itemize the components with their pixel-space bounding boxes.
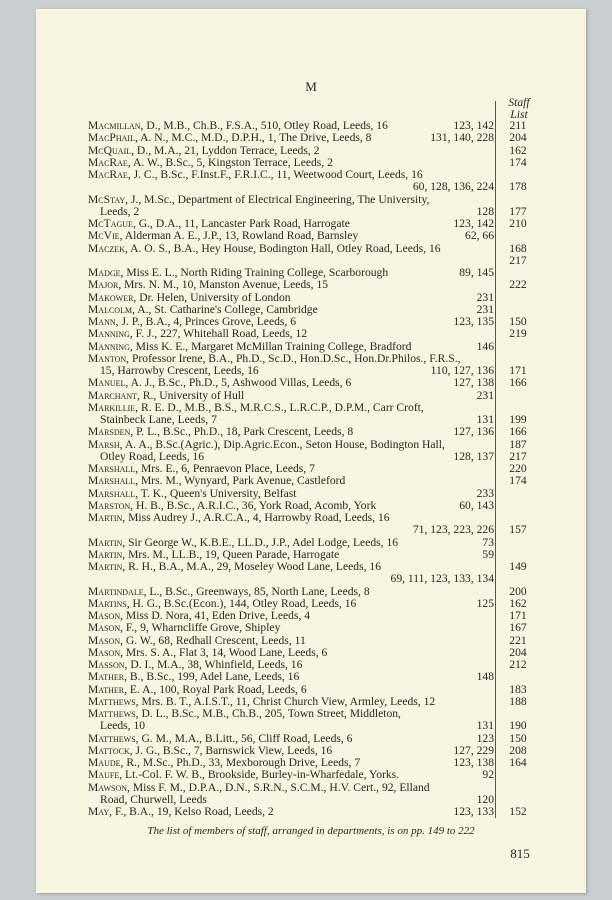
entry-page-refs: 131, 140, 228 bbox=[430, 131, 494, 145]
entry-details: , G., D.A., 11, Lancaster Park Road, Harrogate bbox=[132, 217, 350, 230]
entry-details: Otley Road, Leeds, 16 bbox=[100, 449, 204, 463]
entry-page-refs: 62, 66 bbox=[465, 229, 494, 243]
entry-page-refs: 92 bbox=[482, 768, 494, 782]
entry-page-refs: 231 bbox=[476, 302, 494, 316]
entry-text bbox=[88, 120, 388, 132]
entry-text bbox=[88, 439, 445, 451]
entry-staff-list-page: 217 bbox=[509, 449, 527, 463]
index-entry bbox=[36, 279, 586, 291]
entry-details: , Alderman A. E., J.P., 13, Rowland Road, Barnsley bbox=[119, 229, 359, 243]
entry-surname: Martin bbox=[88, 560, 123, 573]
entry-staff-list-page: 150 bbox=[509, 315, 527, 328]
entry-surname: Matthews bbox=[88, 694, 136, 708]
entry-page-refs: 60, 128, 136, 224 bbox=[412, 180, 494, 194]
entry-staff-list-page: 157 bbox=[509, 523, 527, 537]
entry-details: , D. L., B.Sc., M.B., Ch.B., 205, Town Street, Middleton, bbox=[135, 707, 401, 720]
entry-staff-list-page: 183 bbox=[509, 682, 527, 696]
entry-text bbox=[88, 586, 370, 598]
entry-details: , Mrs. S. A., Flat 3, 14, Wood Lane, Leeds, 6 bbox=[120, 645, 328, 659]
entry-details: , F., B.A., 19, Kelso Road, Leeds, 2 bbox=[109, 805, 274, 818]
entry-details: Leeds, 10 bbox=[100, 719, 146, 733]
entry-text bbox=[88, 671, 299, 683]
entry-surname: Madge bbox=[88, 266, 121, 279]
index-entry bbox=[36, 806, 586, 818]
index-entry bbox=[36, 304, 586, 316]
entry-text bbox=[88, 353, 461, 365]
entry-details: , D., M.B., Ch.B., F.S.A., 510, Otley Road, Leeds, 16 bbox=[140, 119, 388, 132]
entry-text bbox=[100, 365, 259, 377]
entry-text bbox=[88, 733, 352, 745]
index-entry bbox=[36, 341, 586, 353]
index-entry bbox=[36, 132, 586, 144]
entry-details: , R., M.Sc., Ph.D., 33, Mexborough Drive, Leeds, 7 bbox=[120, 756, 361, 769]
entry-text bbox=[88, 218, 350, 230]
entry-continuation-line bbox=[36, 181, 586, 193]
entry-staff-list-page: 187 bbox=[509, 437, 527, 451]
entry-staff-list-page: 164 bbox=[509, 756, 527, 769]
entry-continuation-line bbox=[36, 414, 586, 426]
entry-text bbox=[88, 659, 302, 671]
page-number: 815 bbox=[510, 846, 530, 861]
entry-details: , Mrs. M., Wynyard, Park Avenue, Castleford bbox=[135, 474, 346, 488]
entry-page-refs: 123 bbox=[476, 731, 494, 745]
entry-text bbox=[88, 341, 411, 353]
entry-staff-list-page: 219 bbox=[509, 327, 527, 341]
entry-text bbox=[88, 806, 274, 818]
entry-text bbox=[88, 267, 388, 279]
entry-staff-list-page: 162 bbox=[509, 143, 527, 157]
entry-details: , B., B.Sc., 199, Adel Lane, Leeds, 16 bbox=[124, 670, 300, 684]
entry-text bbox=[88, 622, 280, 634]
index-entry bbox=[36, 659, 586, 671]
entry-page-refs: 59 bbox=[482, 547, 494, 561]
entry-details: , J. P., B.A., 4, Princes Grove, Leeds, 6 bbox=[115, 315, 296, 328]
entry-page-refs: 148 bbox=[476, 670, 494, 684]
entry-details: , Lt.-Col. F. W. B., Brookside, Burley-in-Wharfedale, Yorks. bbox=[119, 768, 400, 782]
entry-continuation-line bbox=[36, 720, 586, 732]
entry-details: , Mrs. E., 6, Penraevon Place, Leeds, 7 bbox=[135, 462, 315, 475]
entry-staff-list-page: 171 bbox=[509, 364, 527, 377]
entry-details: , G. W., 68, Redhall Crescent, Leeds, 11 bbox=[120, 633, 306, 647]
index-entry bbox=[36, 402, 586, 414]
index-entry bbox=[36, 647, 586, 659]
index-entry bbox=[36, 316, 586, 328]
index-entry bbox=[36, 512, 586, 524]
entry-text bbox=[100, 206, 139, 218]
entry-surname: Marchant bbox=[88, 388, 137, 402]
entry-surname: Manning bbox=[88, 339, 130, 353]
entry-staff-list-page: 190 bbox=[509, 719, 527, 733]
entry-text bbox=[88, 316, 296, 328]
index-entry bbox=[36, 145, 586, 157]
entry-surname: Manning bbox=[88, 327, 130, 341]
entry-surname: McTague bbox=[88, 217, 133, 230]
entry-text bbox=[88, 549, 339, 561]
entry-text bbox=[88, 782, 430, 794]
entry-staff-list-page: 171 bbox=[509, 609, 527, 622]
entry-surname: Manuel bbox=[88, 376, 126, 390]
entry-surname: Mawson bbox=[88, 780, 128, 794]
entry-staff-list-page: 150 bbox=[509, 731, 527, 745]
entry-surname: Marsden bbox=[88, 425, 131, 439]
entry-text bbox=[88, 561, 381, 573]
entry-continuation-line bbox=[36, 573, 586, 585]
index-entry bbox=[36, 243, 586, 255]
entry-details: Stainbeck Lane, Leeds, 7 bbox=[100, 413, 217, 426]
entry-surname: Maufe bbox=[88, 768, 120, 782]
entry-surname: Masson bbox=[88, 658, 125, 671]
entry-staff-list-page: 167 bbox=[509, 621, 527, 635]
entry-details: , Sir George W., K.B.E., LL.D., J.P., Adel Lodge, Leeds, 16 bbox=[122, 535, 399, 549]
entry-details: , R. E. D., M.B., B.S., M.R.C.S., L.R.C.P., D.P.M., Carr Croft, bbox=[135, 400, 424, 414]
entry-details: , D. I., M.A., 38, Whinfield, Leeds, 16 bbox=[124, 658, 303, 671]
entry-page-refs: 89, 145 bbox=[459, 266, 494, 279]
entry-text bbox=[100, 794, 207, 806]
entry-staff-list-page: 152 bbox=[509, 805, 527, 818]
entry-text bbox=[88, 769, 399, 781]
entry-text bbox=[88, 635, 306, 647]
entry-details: , R., University of Hull bbox=[136, 388, 245, 402]
entry-staff-list-page: 204 bbox=[509, 645, 527, 659]
staff-list-header-line2: List bbox=[510, 108, 528, 121]
entry-details: , F., 9, Wharncliffe Grove, Shipley bbox=[120, 621, 281, 635]
entry-surname: Mason bbox=[88, 633, 121, 647]
entry-page-refs: 128 bbox=[476, 204, 494, 218]
entry-page-refs: 127, 138 bbox=[453, 376, 494, 390]
entry-staff-list-page: 177 bbox=[509, 204, 527, 218]
document-page bbox=[36, 9, 586, 893]
entry-staff-list-page: 204 bbox=[509, 131, 527, 145]
entry-staff-list-page: 199 bbox=[509, 413, 527, 426]
entry-staff-list-page: 212 bbox=[509, 658, 527, 671]
index-entry bbox=[36, 782, 586, 794]
entry-text bbox=[88, 243, 441, 255]
entry-details: , Dr. Helen, University of London bbox=[133, 290, 291, 304]
entry-details: , Miss E. L., North Riding Training College, Scarborough bbox=[120, 266, 389, 279]
entry-text bbox=[88, 463, 315, 475]
index-entry bbox=[36, 635, 586, 647]
index-entry bbox=[36, 353, 586, 365]
entry-surname: Mann bbox=[88, 315, 116, 328]
entry-details: , R. H., B.A., M.A., 29, Moseley Wood Lane, Leeds, 16 bbox=[122, 560, 382, 573]
entry-text bbox=[88, 230, 358, 242]
entry-staff-list-page: 166 bbox=[509, 376, 527, 390]
entry-staff-list-page: 217 bbox=[509, 253, 527, 267]
entry-details: , A., St. Catharine's College, Cambridge bbox=[132, 302, 318, 316]
entry-surname: Marshall bbox=[88, 474, 136, 488]
entry-details: , G. M., M.A., B.Litt., 56, Cliff Road, Leeds, 6 bbox=[135, 731, 353, 745]
entry-surname: Martin bbox=[88, 511, 123, 524]
entry-surname: Mattock bbox=[88, 743, 130, 757]
entry-page-refs: 123, 133 bbox=[453, 805, 494, 818]
entry-surname: Maczek bbox=[88, 241, 125, 255]
entry-details: , Mrs. N. M., 10, Manston Avenue, Leeds, 15 bbox=[118, 278, 329, 292]
entry-text bbox=[88, 647, 327, 659]
index-entry bbox=[36, 426, 586, 438]
entry-surname: Mather bbox=[88, 670, 125, 684]
index-entry bbox=[36, 267, 586, 279]
entry-staff-list-page: 168 bbox=[509, 241, 527, 255]
entry-surname: McQuail bbox=[88, 143, 132, 157]
entry-details: , E. A., 100, Royal Park Road, Leeds, 6 bbox=[124, 682, 307, 696]
entry-text bbox=[88, 279, 328, 291]
entry-continuation-line bbox=[36, 451, 586, 463]
index-entry bbox=[36, 488, 586, 500]
index-entry bbox=[36, 463, 586, 475]
index-entry bbox=[36, 671, 586, 683]
entry-details: , Mrs. B. T., A.I.S.T., 11, Christ Church View, Armley, Leeds, 12 bbox=[135, 694, 436, 708]
entry-page-refs: 73 bbox=[482, 535, 494, 549]
entry-page-refs: 131 bbox=[476, 719, 494, 733]
entry-page-refs: 233 bbox=[476, 486, 494, 500]
entry-details: , T. K., Queen's University, Belfast bbox=[135, 486, 297, 500]
index-entry bbox=[36, 328, 586, 340]
entry-page-refs: 123, 135 bbox=[453, 315, 494, 328]
index-entry bbox=[36, 120, 586, 132]
entry-staff-list-page: 220 bbox=[509, 462, 527, 475]
entry-surname: Martin bbox=[88, 535, 123, 549]
entry-staff-list-page: 200 bbox=[509, 584, 527, 598]
entry-text bbox=[88, 610, 310, 622]
staff-list-header-line1: Staff bbox=[508, 96, 530, 109]
entry-details: , Miss K. E., Margaret McMillan Training College, Bradford bbox=[129, 339, 412, 353]
entry-text bbox=[88, 684, 307, 696]
entry-surname: May bbox=[88, 805, 110, 818]
entry-page-refs: 146 bbox=[476, 339, 494, 353]
entry-text bbox=[88, 488, 296, 500]
section-letter: M bbox=[305, 79, 317, 94]
entry-continuation-line bbox=[36, 524, 586, 536]
entry-details: 15, Harrowby Crescent, Leeds, 16 bbox=[100, 364, 259, 377]
entry-surname: Martin bbox=[88, 547, 123, 561]
entry-text bbox=[88, 426, 353, 438]
index-entry bbox=[36, 439, 586, 451]
entry-text bbox=[88, 157, 333, 169]
index-entry bbox=[36, 708, 586, 720]
footnote: The list of members of staff, arranged in departments, is on pp. 149 to 222 bbox=[147, 825, 475, 837]
entry-text bbox=[88, 402, 424, 414]
entry-staff-list-page: 162 bbox=[509, 596, 527, 610]
entry-continuation-line bbox=[36, 206, 586, 218]
entry-text bbox=[88, 745, 332, 757]
entry-details: , A. A., B.Sc.(Agric.), Dip.Agric.Econ., Seton House, Bodington Hall, bbox=[119, 437, 445, 451]
entry-page-refs: 110, 127, 136 bbox=[430, 364, 494, 377]
entry-details: , A. J., B.Sc., Ph.D., 5, Ashwood Villas, Leeds, 6 bbox=[125, 376, 352, 390]
index-entry bbox=[36, 733, 586, 745]
entry-details: , Miss Audrey J., A.R.C.A., 4, Harrowby Road, Leeds, 16 bbox=[122, 511, 390, 524]
entry-details: , Miss D. Nora, 41, Eden Drive, Leeds, 4 bbox=[120, 609, 311, 622]
entry-staff-list-page: 166 bbox=[509, 425, 527, 439]
index-entry bbox=[36, 230, 586, 242]
entry-staff-list-page: 210 bbox=[509, 217, 527, 230]
entry-page-refs: 123, 138 bbox=[453, 756, 494, 769]
entry-staff-list-page: 174 bbox=[509, 474, 527, 488]
entry-surname: Mather bbox=[88, 682, 125, 696]
entry-surname: Mason bbox=[88, 621, 121, 635]
index-entry bbox=[36, 598, 586, 610]
entry-page-refs: 125 bbox=[476, 596, 494, 610]
index-entry bbox=[36, 475, 586, 487]
entry-text bbox=[88, 500, 376, 512]
entry-details: , J., M.Sc., Department of Electrical Engineering, The University, bbox=[125, 192, 430, 206]
index-entry bbox=[36, 390, 586, 402]
entry-surname: Marshall bbox=[88, 486, 136, 500]
entry-surname: McStay bbox=[88, 192, 126, 206]
entry-staff-list-page: 178 bbox=[509, 180, 527, 194]
entry-staff-list-page: 208 bbox=[509, 743, 527, 757]
entry-surname: Martins bbox=[88, 596, 127, 610]
entry-staff-list-page: 149 bbox=[509, 560, 527, 573]
entry-page-refs: 127, 229 bbox=[453, 743, 494, 757]
entry-surname: Manton bbox=[88, 351, 127, 365]
index-entry bbox=[36, 169, 586, 181]
entry-surname: McVie bbox=[88, 229, 120, 243]
entry-surname: Marston bbox=[88, 498, 131, 512]
index-entry bbox=[36, 537, 586, 549]
index-entry bbox=[36, 549, 586, 561]
entry-staff-list-page: 211 bbox=[509, 119, 527, 132]
entry-surname: MacPhail bbox=[88, 131, 135, 145]
entry-surname: Mason bbox=[88, 609, 121, 622]
entry-page-refs: 71, 123, 223, 226 bbox=[412, 523, 494, 537]
entry-details: , J. C., B.Sc., F.Inst.F., F.R.I.C., 11, Weetwood Court, Leeds, 16 bbox=[127, 168, 423, 181]
entry-staff-list-page: 221 bbox=[509, 633, 527, 647]
entry-details: , Miss F. M., D.P.A., D.N., S.R.N., S.C.M., H.V. Cert., 92, Elland bbox=[127, 780, 430, 794]
entry-page-refs: 123, 142 bbox=[453, 119, 494, 132]
index-entry bbox=[36, 696, 586, 708]
index-entry bbox=[36, 586, 586, 598]
entry-text bbox=[88, 145, 319, 157]
entry-text bbox=[88, 475, 345, 487]
entry-details: , H. G., B.Sc.(Econ.), 144, Otley Road, Leeds, 16 bbox=[126, 596, 357, 610]
index-entry bbox=[36, 292, 586, 304]
entry-surname: MacRae bbox=[88, 155, 128, 169]
entry-page-refs: 123, 142 bbox=[453, 217, 494, 230]
entry-text bbox=[88, 377, 351, 389]
entry-page-refs: 127, 136 bbox=[453, 425, 494, 439]
entry-continuation-line bbox=[36, 255, 586, 267]
entry-surname: Marshall bbox=[88, 462, 136, 475]
entry-surname: Malcolm bbox=[88, 302, 133, 316]
entry-text bbox=[88, 390, 244, 402]
entry-text bbox=[88, 757, 360, 769]
entry-text bbox=[100, 451, 204, 463]
entry-text bbox=[88, 598, 356, 610]
entry-text bbox=[100, 720, 145, 732]
index-entry bbox=[36, 684, 586, 696]
entry-text bbox=[88, 537, 398, 549]
entry-text bbox=[100, 414, 217, 426]
entry-page-refs: 120 bbox=[476, 792, 494, 806]
entry-details: , Professor Irene, B.A., Ph.D., Sc.D., Hon.D.Sc., Hon.Dr.Philos., F.R.S., bbox=[126, 351, 461, 365]
entry-text bbox=[88, 169, 423, 181]
index-entry bbox=[36, 745, 586, 757]
entry-details: , F. J., 227, Whitehall Road, Leeds, 12 bbox=[129, 327, 308, 341]
index-entry bbox=[36, 561, 586, 573]
entry-page-refs: 231 bbox=[476, 388, 494, 402]
entry-page-refs: 60, 143 bbox=[459, 498, 494, 512]
index-entry bbox=[36, 500, 586, 512]
entry-text bbox=[88, 304, 318, 316]
index-entry bbox=[36, 622, 586, 634]
entry-details: Leeds, 2 bbox=[100, 204, 140, 218]
index-entry bbox=[36, 157, 586, 169]
entry-staff-list-page: 188 bbox=[509, 694, 527, 708]
index-entry bbox=[36, 218, 586, 230]
entry-surname: Matthews bbox=[88, 707, 136, 720]
entry-details: , D., M.A., 21, Lyddon Terrace, Leeds, 2 bbox=[131, 143, 320, 157]
entry-staff-list-page: 222 bbox=[509, 278, 527, 292]
entry-details: , A. N., M.C., M.D., D.P.H., 1, The Drive, Leeds, 8 bbox=[134, 131, 372, 145]
entry-page-refs: 131 bbox=[476, 413, 494, 426]
entry-staff-list-page: 174 bbox=[509, 155, 527, 169]
entry-surname: Maude bbox=[88, 756, 121, 769]
entry-details: , H. B., B.Sc., A.R.I.C., 36, York Road, Acomb, York bbox=[130, 498, 377, 512]
entry-details: Road, Churwell, Leeds bbox=[100, 792, 207, 806]
entry-page-refs: 69, 111, 123, 133, 134 bbox=[390, 572, 494, 586]
entry-text bbox=[88, 194, 429, 206]
entry-details: , Mrs. M., LL.B., 19, Queen Parade, Harrogate bbox=[122, 547, 340, 561]
index-entry bbox=[36, 757, 586, 769]
index-entry bbox=[36, 194, 586, 206]
entry-details: , A. O. S., B.A., Hey House, Bodington Hall, Otley Road, Leeds, 16 bbox=[124, 241, 441, 255]
entry-details: , J. G., B.Sc., 7, Barnswick View, Leeds, 16 bbox=[129, 743, 333, 757]
entry-surname: Marsh bbox=[88, 437, 120, 451]
entry-surname: Martindale bbox=[88, 584, 144, 598]
entry-details: , A. W., B.Sc., 5, Kingston Terrace, Leeds, 2 bbox=[127, 155, 333, 169]
entry-page-refs: 128, 137 bbox=[453, 449, 494, 463]
entry-surname: Markillie bbox=[88, 400, 136, 414]
entry-text bbox=[88, 328, 307, 340]
entry-continuation-line bbox=[36, 365, 586, 377]
entry-text bbox=[88, 512, 390, 524]
entry-details: , P. L., B.Sc., Ph.D., 18, Park Crescent, Leeds, 8 bbox=[130, 425, 354, 439]
index-entry bbox=[36, 610, 586, 622]
entry-text bbox=[88, 696, 435, 708]
entry-text bbox=[88, 292, 291, 304]
entry-surname: Mason bbox=[88, 645, 121, 659]
entry-continuation-line bbox=[36, 794, 586, 806]
entry-surname: MacRae bbox=[88, 168, 128, 181]
entry-page-refs: 231 bbox=[476, 290, 494, 304]
entry-details: , L., B.Sc., Greenways, 85, North Lane, Leeds, 8 bbox=[143, 584, 370, 598]
index-entry bbox=[36, 769, 586, 781]
entry-text bbox=[88, 708, 401, 720]
entry-surname: Makower bbox=[88, 290, 134, 304]
entry-surname: Matthews bbox=[88, 731, 136, 745]
entry-surname: Macmillan bbox=[88, 119, 141, 132]
entry-text bbox=[88, 132, 371, 144]
index-entry bbox=[36, 377, 586, 389]
entry-surname: Major bbox=[88, 278, 119, 292]
